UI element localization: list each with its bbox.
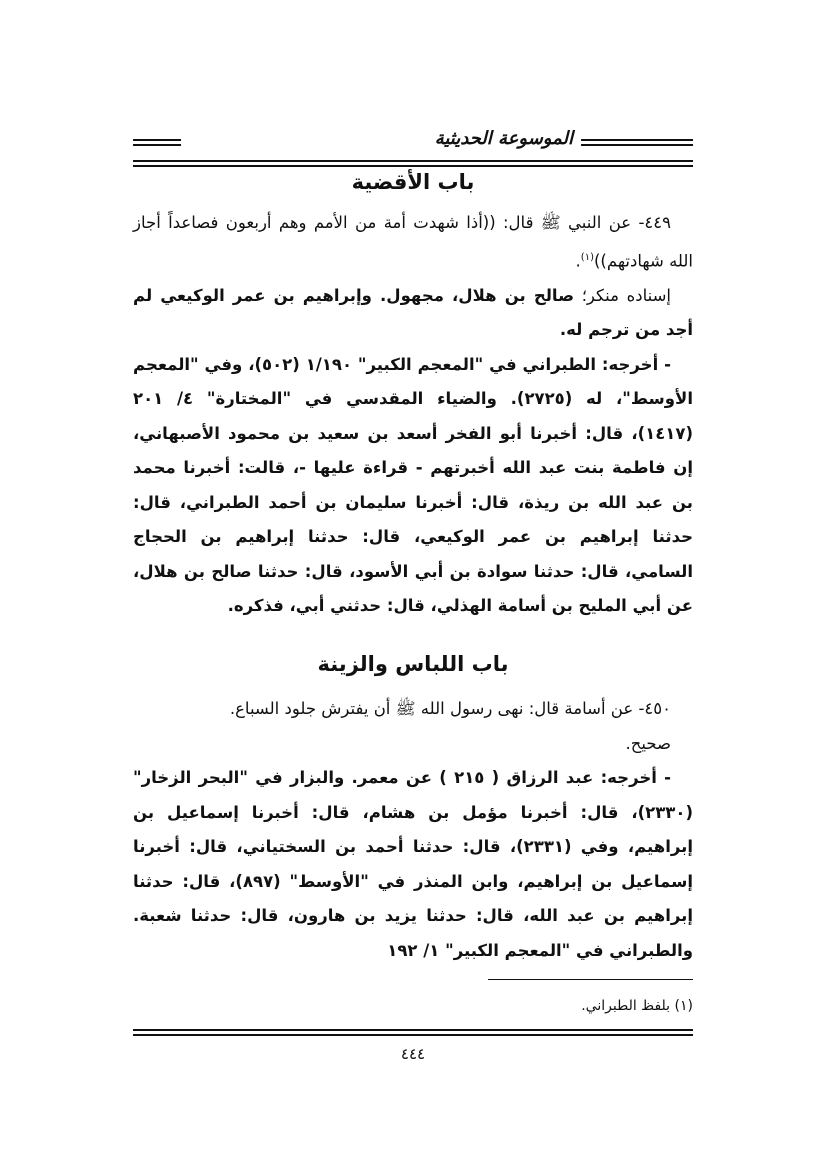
hadith-449-end: . bbox=[575, 251, 581, 270]
section-heading-libas: باب اللباس والزينة bbox=[317, 652, 509, 676]
page-number: ٤٤٤ bbox=[400, 1045, 426, 1063]
hadith-449-text: ٤٤٩- عن النبي ﷺ قال: ((أذا شهدت أمة من الأمم وهم أربعون فصاعداً أجاز الله شهادتهم)) bbox=[133, 213, 693, 270]
takhrij-450: - أخرجه: عبد الرزاق ( ٢١٥ ) عن معمر. والبزار في "البحر الزخار" (٢٣٣٠)، قال: أخبرنا مؤمل بن هشام، قال: أخبرنا إسماعيل بن إبراهيم، وفي (٢٣٣١)، قال: حدثنا أحمد بن السختياني، قال: أخبرنا إسماعيل بن إبراهيم، وابن المنذر في "الأوسط" (٨٩٧)، قال: حدثنا إبراهيم بن عبد الله، قال: حدثنا يزيد بن هارون، قال: حدثنا شعبة. والطبراني في "المعجم الكبير" ١/ ١٩٢ bbox=[133, 768, 693, 960]
isnad-449 bbox=[133, 279, 693, 348]
header-bottom-rule bbox=[133, 160, 693, 167]
section1-body bbox=[133, 206, 693, 624]
isnad-bold: صالح بن هلال، مجهول. وإبراهيم بن عمر الوكيعي لم أجد من ترجم له. bbox=[133, 285, 693, 339]
running-header bbox=[133, 126, 693, 156]
grade-450: صحيح. bbox=[625, 733, 671, 753]
header-rule-left bbox=[133, 139, 181, 146]
footnote-rule bbox=[488, 979, 693, 980]
footnote-1: (١) بلفظ الطبراني. bbox=[581, 998, 693, 1014]
footer-rule bbox=[133, 1029, 693, 1036]
header-title: الموسوعة الحديثية bbox=[434, 128, 573, 149]
section-heading-aqdiya: باب الأقضية bbox=[351, 170, 475, 194]
hadith-449 bbox=[133, 206, 693, 279]
header-rule-right bbox=[581, 139, 693, 146]
isnad-prefix: إسناده منكر؛ bbox=[581, 285, 671, 305]
section2-body bbox=[133, 692, 693, 968]
takhrij-449: - أخرجه: الطبراني في "المعجم الكبير" ١/١٩٠ (٥٠٢)، وفي "المعجم الأوسط"، له (٢٧٢٥). والضياء المقدسي في "المختارة" ٤/ ٢٠١ (١٤١٧)، قال: أخبرنا أبو الفخر أسعد بن سعيد بن محمود الأصبهاني، إن فاطمة بنت عبد الله أخبرتهم - قراءة عليها -، قالت: أخبرنا محمد بن عبد الله بن ريذة، قال: أخبرنا سليمان بن أحمد الطبراني، قال: حدثنا إبراهيم بن عمر الوكيعي، قال: حدثنا إبراهيم بن الحجاج السامي، قال: حدثنا سوادة بن أبي الأسود، قال: حدثنا صالح بن هلال، عن أبي المليح بن أسامة الهذلي، قال: حدثني أبي، فذكره. bbox=[133, 354, 693, 615]
hadith-450: ٤٥٠- عن أسامة قال: نهى رسول الله ﷺ أن يفترش جلود السباع. bbox=[229, 699, 671, 718]
footnote-ref[interactable]: (١) bbox=[580, 251, 594, 263]
